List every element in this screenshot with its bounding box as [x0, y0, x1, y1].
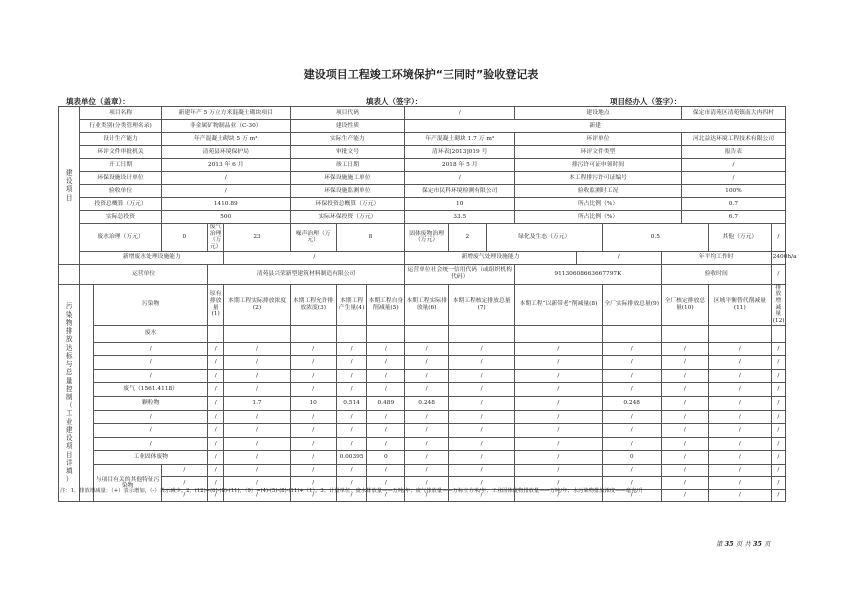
table-row — [59, 383, 786, 397]
table-cell: 0.5 — [602, 224, 708, 252]
column-header: 本期工程允许排放浓度(3) — [290, 284, 336, 325]
table-cell: / — [709, 396, 772, 410]
table-cell: 保定市民科环境检测有限公司 — [405, 185, 515, 198]
table-cell: / — [771, 224, 785, 252]
table-row — [59, 146, 786, 159]
table-cell: / — [448, 369, 514, 383]
table-cell — [771, 325, 785, 342]
table-cell: / — [602, 464, 661, 477]
table-cell: 23 — [224, 224, 290, 252]
table-cell: / — [94, 410, 207, 424]
table-cell: / — [681, 159, 785, 172]
table-cell: / — [576, 251, 661, 264]
table-cell: 验收监测时工况 — [515, 185, 682, 198]
table-cell: 设计生产能力 — [80, 133, 162, 146]
table-cell: 本工程排污许可证编号 — [515, 172, 682, 185]
table-cell: / — [367, 356, 405, 370]
table-row — [59, 211, 786, 224]
table-cell: 验收时间 — [661, 264, 771, 284]
table-cell: 1.7 — [224, 396, 290, 410]
table-cell: / — [771, 489, 785, 502]
table-cell: 6.7 — [681, 211, 785, 224]
table-cell: 实际环保投资（万元） — [290, 211, 405, 224]
table-cell: / — [405, 410, 449, 424]
table-row — [59, 284, 786, 325]
table-cell: 8 — [336, 224, 405, 252]
table-cell: / — [207, 424, 224, 438]
table-cell: / — [515, 464, 602, 477]
page-number: 第 35 页 共 35 页 — [716, 540, 771, 548]
table-cell: / — [771, 396, 785, 410]
table-cell: / — [207, 383, 224, 397]
column-header: 原有排放量(1) — [207, 284, 224, 325]
table-cell: / — [709, 369, 772, 383]
project-side-label: 建 设 项 目 — [59, 107, 80, 265]
table-cell: / — [224, 356, 290, 370]
table-cell: 其他（万元） — [709, 224, 772, 252]
table-cell: / — [709, 383, 772, 397]
table-cell: 噪声治理（万元） — [290, 224, 336, 252]
table-cell: / — [405, 451, 449, 465]
table-cell: / — [771, 369, 785, 383]
table-row — [59, 159, 786, 172]
table-cell: / — [515, 437, 602, 451]
table-row — [59, 356, 786, 370]
table-cell: / — [207, 410, 224, 424]
table-cell: / — [405, 342, 449, 356]
table-cell: 行业类别(分类管理名录) — [80, 120, 162, 133]
table-cell: 500 — [161, 211, 290, 224]
table-cell: / — [207, 342, 224, 356]
table-cell: / — [771, 342, 785, 356]
table-cell: / — [207, 489, 224, 502]
table-cell: / — [367, 342, 405, 356]
table-cell: / — [515, 477, 602, 490]
table-cell: / — [336, 464, 367, 477]
table-row — [59, 264, 786, 284]
table-cell: 2 — [448, 224, 486, 252]
table-cell: 0.514 — [336, 396, 367, 410]
column-header: 排放增减量(12) — [772, 284, 785, 324]
table-cell: / — [602, 342, 661, 356]
table-cell: / — [224, 342, 290, 356]
table-cell: / — [161, 185, 290, 198]
table-cell: / — [290, 489, 336, 502]
table-cell: / — [661, 437, 708, 451]
table-cell: / — [771, 477, 785, 490]
table-cell — [709, 325, 772, 342]
table-cell: 竣工日期 — [290, 159, 405, 172]
table-cell: / — [515, 342, 602, 356]
table-cell: / — [602, 489, 661, 502]
table-cell: / — [448, 356, 514, 370]
registration-table — [58, 106, 797, 502]
table-cell: / — [661, 342, 708, 356]
table-cell: 验收单位 — [80, 185, 162, 198]
table-cell: / — [336, 410, 367, 424]
table-row — [59, 120, 786, 133]
table-cell: / — [448, 477, 514, 490]
column-header: 污染物 — [94, 284, 207, 325]
table-cell — [515, 325, 602, 342]
table-row — [59, 185, 786, 198]
table-cell: 项目名称 — [80, 107, 162, 120]
table-cell: / — [405, 424, 449, 438]
table-cell: 2013 年 6 月 — [161, 159, 290, 172]
table-cell: / — [661, 464, 708, 477]
table-cell: 环保设施设计单位 — [80, 172, 162, 185]
table-cell: / — [405, 477, 449, 490]
table-cell: 环保设施监测单位 — [290, 185, 405, 198]
column-header: 全厂核定排放总量(10) — [661, 284, 708, 325]
table-cell: / — [290, 424, 336, 438]
table-cell: / — [661, 424, 708, 438]
table-cell: / — [224, 464, 290, 477]
table-cell: / — [336, 424, 367, 438]
table-cell: 固体废物治理（万元） — [405, 224, 449, 252]
table-cell: / — [207, 369, 224, 383]
table-cell: / — [94, 369, 207, 383]
table-cell: / — [515, 410, 602, 424]
table-cell: / — [336, 342, 367, 356]
table-row — [59, 224, 786, 252]
table-cell: / — [224, 251, 405, 264]
table-cell: / — [709, 424, 772, 438]
table-cell: / — [224, 369, 290, 383]
table-cell: / — [336, 489, 367, 502]
table-cell: / — [290, 477, 336, 490]
table-cell: / — [405, 383, 449, 397]
table-row — [59, 410, 786, 424]
table-row — [59, 396, 786, 410]
column-header: 本期工程产生量(4) — [336, 284, 367, 325]
table-cell — [661, 325, 708, 342]
table-cell: 工业固体废物 — [94, 451, 207, 465]
table-cell: 新建年产 5 万立方米混凝土砌块项目 — [161, 107, 290, 120]
table-cell: / — [367, 383, 405, 397]
table-cell: / — [515, 424, 602, 438]
table-cell: 废气（1561.4118） — [94, 383, 207, 397]
table-cell: 环评文件类型 — [515, 146, 682, 159]
table-cell: / — [336, 383, 367, 397]
table-cell: / — [290, 451, 336, 465]
table-cell: / — [224, 424, 290, 438]
table-cell: / — [207, 464, 224, 477]
table-cell: 0 — [367, 451, 405, 465]
table-cell: / — [448, 437, 514, 451]
fill-unit-label: 填表单位（盖章）： — [66, 97, 130, 106]
column-header: 本期工程“以新带老”削减量(8) — [515, 284, 602, 325]
table-cell: 项目代码 — [290, 107, 405, 120]
related-pollutant-label: 与项目有关的其他特征污染物 — [94, 464, 161, 502]
table-cell: / — [709, 451, 772, 465]
table-cell: / — [602, 410, 661, 424]
table-cell: / — [448, 464, 514, 477]
table-cell: / — [161, 464, 207, 477]
table-cell: / — [161, 477, 207, 490]
table-cell: / — [709, 477, 772, 490]
table-cell: / — [515, 396, 602, 410]
blank-cell — [59, 264, 80, 284]
table-cell: / — [602, 477, 661, 490]
table-row — [59, 325, 786, 342]
table-cell: / — [224, 489, 290, 502]
table-cell: / — [771, 356, 785, 370]
table-cell: 年产混凝土砌块 5 万 m³ — [161, 133, 290, 146]
table-cell: / — [290, 369, 336, 383]
table-cell: / — [161, 172, 290, 185]
table-cell: / — [290, 342, 336, 356]
table-cell: 所占比例（%） — [515, 198, 682, 211]
table-cell: 排污许可证申领时间 — [515, 159, 682, 172]
table-cell: / — [207, 477, 224, 490]
table-cell: / — [515, 451, 602, 465]
table-cell: 报告表 — [681, 146, 785, 159]
table-cell: 33.5 — [405, 211, 515, 224]
table-cell: / — [207, 396, 224, 410]
table-cell — [224, 325, 290, 342]
table-cell: 保定市清苑区清苑镇南大冉四村 — [681, 107, 785, 120]
table-cell: / — [336, 356, 367, 370]
table-cell: / — [661, 369, 708, 383]
table-cell: / — [709, 356, 772, 370]
table-cell: 清苑县环境保护局 — [161, 146, 290, 159]
table-cell: / — [515, 383, 602, 397]
table-cell — [405, 325, 449, 342]
table-cell — [602, 325, 661, 342]
table-cell: / — [367, 464, 405, 477]
table-cell: 0 — [602, 451, 661, 465]
column-header: 本期工程自身削减量(5) — [367, 284, 405, 325]
table-cell: 颗粒物 — [94, 396, 207, 410]
table-cell: 废水 — [94, 325, 207, 342]
table-cell: / — [367, 489, 405, 502]
table-cell: / — [602, 437, 661, 451]
table-cell: / — [515, 369, 602, 383]
table-cell: 投资总概算（万元） — [80, 198, 162, 211]
table-cell: 2018 年 5 月 — [405, 159, 515, 172]
table-cell: / — [94, 437, 207, 451]
table-cell: / — [224, 383, 290, 397]
table-cell: 0.248 — [405, 396, 449, 410]
table-cell: / — [161, 489, 207, 502]
table-cell: / — [448, 451, 514, 465]
table-cell: / — [224, 410, 290, 424]
table-cell — [336, 325, 367, 342]
table-cell: / — [448, 342, 514, 356]
table-cell: 2400h/a — [771, 251, 785, 264]
table-cell: / — [367, 477, 405, 490]
table-cell: 0.00395 — [336, 451, 367, 465]
column-header: 区域平衡替代削减量(11) — [709, 284, 772, 325]
table-cell: / — [367, 369, 405, 383]
table-cell: 100% — [681, 185, 785, 198]
table-cell: / — [661, 396, 708, 410]
table-cell: 河北益达环境工程技术有限公司 — [681, 133, 785, 146]
table-cell: 实际生产能力 — [290, 133, 405, 146]
table-cell: 实际总投资 — [80, 211, 162, 224]
table-cell: 10 — [290, 396, 336, 410]
table-cell: / — [448, 410, 514, 424]
column-header: 本期工程核定排放总量(7) — [448, 284, 514, 325]
page-title: 建设项目工程竣工环境保护“三同时”验收登记表 — [303, 68, 539, 81]
table-cell: 清苑县兴荣新型建筑材料制造有限公司 — [207, 264, 404, 284]
table-cell: / — [661, 477, 708, 490]
table-cell: / — [515, 489, 602, 502]
table-cell: 废水治理（万元） — [80, 224, 162, 252]
table-cell: 0.489 — [367, 396, 405, 410]
table-cell: / — [224, 451, 290, 465]
column-header: 本期工程实际排放量(6) — [405, 284, 449, 325]
table-row — [59, 369, 786, 383]
table-cell: 1410.89 — [161, 198, 290, 211]
table-row — [59, 251, 786, 264]
table-cell: 91130608663667797K — [515, 264, 662, 284]
table-cell: 环保投资总概算（万元） — [290, 198, 405, 211]
table-cell: / — [290, 383, 336, 397]
table-cell: / — [448, 489, 514, 502]
table-cell: 运营单位 — [80, 264, 208, 284]
table-cell: / — [448, 383, 514, 397]
table-cell: / — [336, 437, 367, 451]
table-cell: / — [771, 464, 785, 477]
table-note: 注：1、排放增减量：（+）表示增加，（-）表示减少。2、(12)=(6)-(8)-(11)，（9）=(4)-(5)-(8)-(11)+（1）。3、计量单位：废水排放量——万吨/年；废气排放量——万标立方米/年；工业固体废物排放量——万吨/年；水污染物排放浓度——毫克/升 — [60, 488, 644, 494]
table-row — [59, 133, 786, 146]
table-cell: 非金属矿物制品业（C-30） — [161, 120, 290, 133]
table-cell — [367, 325, 405, 342]
table-cell: / — [207, 356, 224, 370]
table-cell: / — [602, 424, 661, 438]
filler-label: 填表人（签字）： — [366, 97, 423, 106]
table-cell: / — [771, 383, 785, 397]
table-cell: / — [290, 437, 336, 451]
table-cell: / — [661, 489, 708, 502]
table-cell: 环保设施施工单位 — [290, 172, 405, 185]
table-cell — [290, 325, 336, 342]
table-row — [59, 451, 786, 465]
table-cell: / — [771, 437, 785, 451]
pollutant-side-label: 污 染 物 排 放 达 标 与 总 量 控 制 （ 工 业 建 设 项 目 详 填 ） — [59, 284, 80, 502]
table-cell: 年产混凝土砌块 1.7 万 m³ — [405, 133, 515, 146]
table-cell: 清环表[2013]019 号 — [405, 146, 515, 159]
table-cell: / — [602, 369, 661, 383]
table-cell: / — [336, 369, 367, 383]
table-cell: 所占比例（%） — [515, 211, 682, 224]
table-cell: 0 — [161, 224, 207, 252]
table-row — [59, 172, 786, 185]
table-cell: / — [709, 410, 772, 424]
table-cell: / — [207, 451, 224, 465]
table-cell: / — [405, 489, 449, 502]
table-cell: 开工日期 — [80, 159, 162, 172]
table-cell: / — [602, 356, 661, 370]
table-cell: 环评单位 — [515, 133, 682, 146]
table-cell: 审批文号 — [290, 146, 405, 159]
table-cell: / — [336, 477, 367, 490]
table-cell: / — [709, 342, 772, 356]
table-cell: / — [661, 451, 708, 465]
table-cell: / — [405, 172, 515, 185]
table-cell: / — [771, 264, 785, 284]
table-cell: / — [661, 356, 708, 370]
table-cell: / — [405, 369, 449, 383]
table-cell: 废气治理（万元） — [207, 224, 224, 252]
table-cell — [448, 325, 514, 342]
column-header: 全厂实际排放总量(9) — [602, 284, 661, 325]
column-header: 本期工程实际排放浓度(2) — [224, 284, 290, 325]
table-row — [59, 107, 786, 120]
table-cell: / — [771, 410, 785, 424]
table-row — [59, 437, 786, 451]
table-cell: / — [94, 356, 207, 370]
table-cell: / — [771, 424, 785, 438]
table-cell: 0.7 — [681, 198, 785, 211]
table-cell: / — [771, 451, 785, 465]
table-cell: 建设地点 — [515, 107, 682, 120]
table-cell: / — [367, 424, 405, 438]
table-row — [59, 342, 786, 356]
table-cell: 建设性质 — [290, 120, 405, 133]
table-cell: / — [94, 424, 207, 438]
table-row — [59, 464, 786, 477]
table-cell: 新增废气处理设施能力 — [405, 251, 576, 264]
table-cell: / — [290, 410, 336, 424]
table-cell: / — [448, 424, 514, 438]
table-cell: 绿化及生态（万元） — [486, 224, 602, 252]
table-cell: / — [709, 489, 772, 502]
table-cell: / — [207, 437, 224, 451]
table-row — [59, 424, 786, 438]
table-cell: 新建 — [405, 120, 786, 133]
table-cell: 年平均工作时 — [661, 251, 771, 264]
table-cell: 新增废水处理设施能力 — [80, 251, 224, 264]
table-cell: / — [709, 464, 772, 477]
table-cell: / — [515, 356, 602, 370]
table-cell: / — [681, 172, 785, 185]
table-row — [59, 198, 786, 211]
table-cell: / — [405, 356, 449, 370]
manager-label: 项目经办人（签字）： — [610, 97, 682, 106]
table-cell — [207, 325, 224, 342]
blank-cell — [80, 284, 94, 502]
table-cell: 运营单位社会统一信用代码（或组织机构代码） — [405, 264, 515, 284]
table-cell: / — [94, 342, 207, 356]
table-cell: / — [405, 464, 449, 477]
table-cell: / — [661, 410, 708, 424]
table-cell: / — [224, 437, 290, 451]
table-cell: / — [367, 437, 405, 451]
table-cell: / — [224, 477, 290, 490]
table-cell: / — [367, 410, 405, 424]
table-cell: / — [602, 383, 661, 397]
table-cell: / — [405, 437, 449, 451]
table-cell: / — [405, 107, 515, 120]
table-cell: / — [290, 464, 336, 477]
table-cell: 0.248 — [602, 396, 661, 410]
table-cell: / — [709, 437, 772, 451]
table-cell: 10 — [405, 198, 515, 211]
table-cell: / — [661, 383, 708, 397]
table-cell: 环评文件审批机关 — [80, 146, 162, 159]
table-cell: / — [290, 356, 336, 370]
table-cell: / — [448, 396, 514, 410]
